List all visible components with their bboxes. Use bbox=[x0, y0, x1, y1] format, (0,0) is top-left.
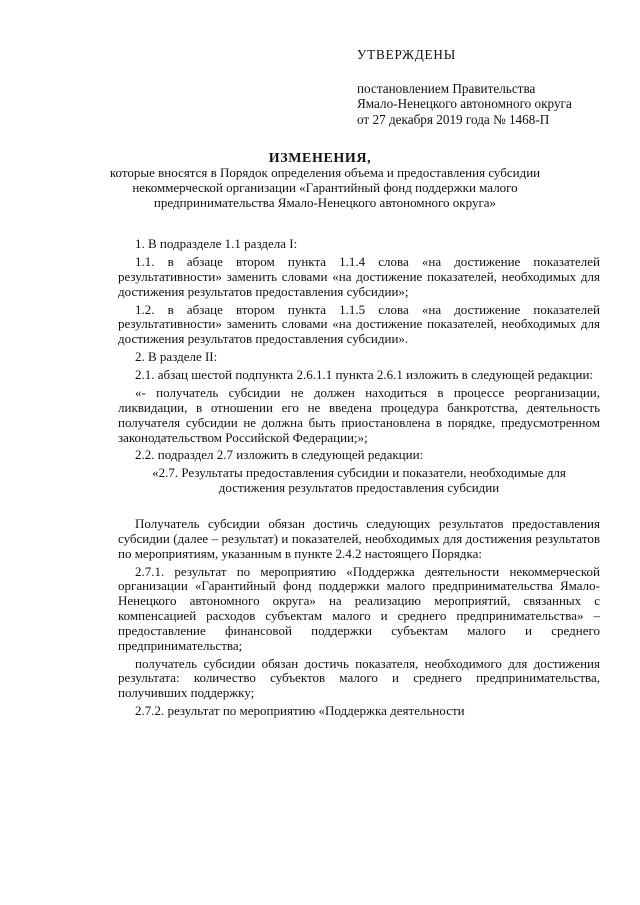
paragraph: получатель субсидии обязан достичь показателя, необходимого для достижения результата: количество субъектов малого и среднего предпринимательства, получивших поддержку; bbox=[118, 655, 600, 701]
approval-line: от 27 декабря 2019 года № 1468-П bbox=[357, 111, 550, 127]
paragraph: 2.2. подраздел 2.7 изложить в следующей редакции: bbox=[135, 447, 424, 463]
document-title: ИЗМЕНЕНИЯ, bbox=[268, 151, 372, 166]
approval-heading: УТВЕРЖДЕНЫ bbox=[357, 47, 457, 62]
paragraph: 2.7.2. результат по мероприятию «Поддержка деятельности bbox=[135, 703, 465, 719]
spacer bbox=[118, 499, 600, 517]
approval-line: Ямало-Ненецкого автономного округа bbox=[357, 96, 572, 111]
paragraph: 1. В подразделе 1.1 раздела I: bbox=[135, 236, 298, 251]
paragraph: «- получатель субсидии не должен находиться в процессе реорганизации, ликвидации, в отношении его не введена процедура банкротства, деятельность получателя субсидии не должна быть приостановлена в порядке, предусмотренном законодательством Российской Федерации;»; bbox=[118, 385, 600, 445]
paragraph: 2. В разделе II: bbox=[135, 349, 218, 365]
paragraph: 1.2. в абзаце втором пункта 1.1.5 слова «на достижение показателей результативности» заменить словами «на достижение показателей, необходимых для достижения результатов предоставления субсидии». bbox=[118, 301, 600, 347]
paragraph: 1.1. в абзаце втором пункта 1.1.4 слова «на достижение показателей результативности» заменить словами «на достижение показателей, необходимых для достижения результатов предоставления субсидии»; bbox=[118, 253, 600, 299]
document-subtitle: которые вносятся в Порядок определения объема и предоставления субсидии некоммерческой организации «Гарантийный фонд поддержки малого предпринимательства Ямало-Ненецкого автономного округа» bbox=[109, 165, 541, 210]
subsection-heading: «2.7. Результаты предоставления субсидии и показатели, необходимые для достижения результатов предоставления субсидии bbox=[152, 465, 566, 496]
paragraph: 2.7.1. результат по мероприятию «Поддержка деятельности некоммерческой организации «Гарантийный фонд поддержки малого предпринимательства Ямало-Ненецкого автономного округа» на реализацию мероприятий, связанных с компенсацией расходов субъектам малого и среднего предпринимательства» – предоставление финансовой поддержки субъектам малого и среднего предпринимательства; bbox=[118, 563, 600, 653]
approval-line: постановлением Правительства bbox=[357, 80, 536, 96]
paragraph: 2.1. абзац шестой подпункта 2.6.1.1 пункта 2.6.1 изложить в следующей редакции: bbox=[135, 367, 594, 383]
document-body bbox=[118, 237, 600, 722]
approval-block bbox=[357, 47, 627, 127]
paragraph: Получатель субсидии обязан достичь следующих результатов предоставления субсидии (далее – результат) и показателей, необходимых для достижения результатов по мероприятиям, указанным в пункте 2.4.2 настоящего Порядка: bbox=[118, 516, 600, 561]
